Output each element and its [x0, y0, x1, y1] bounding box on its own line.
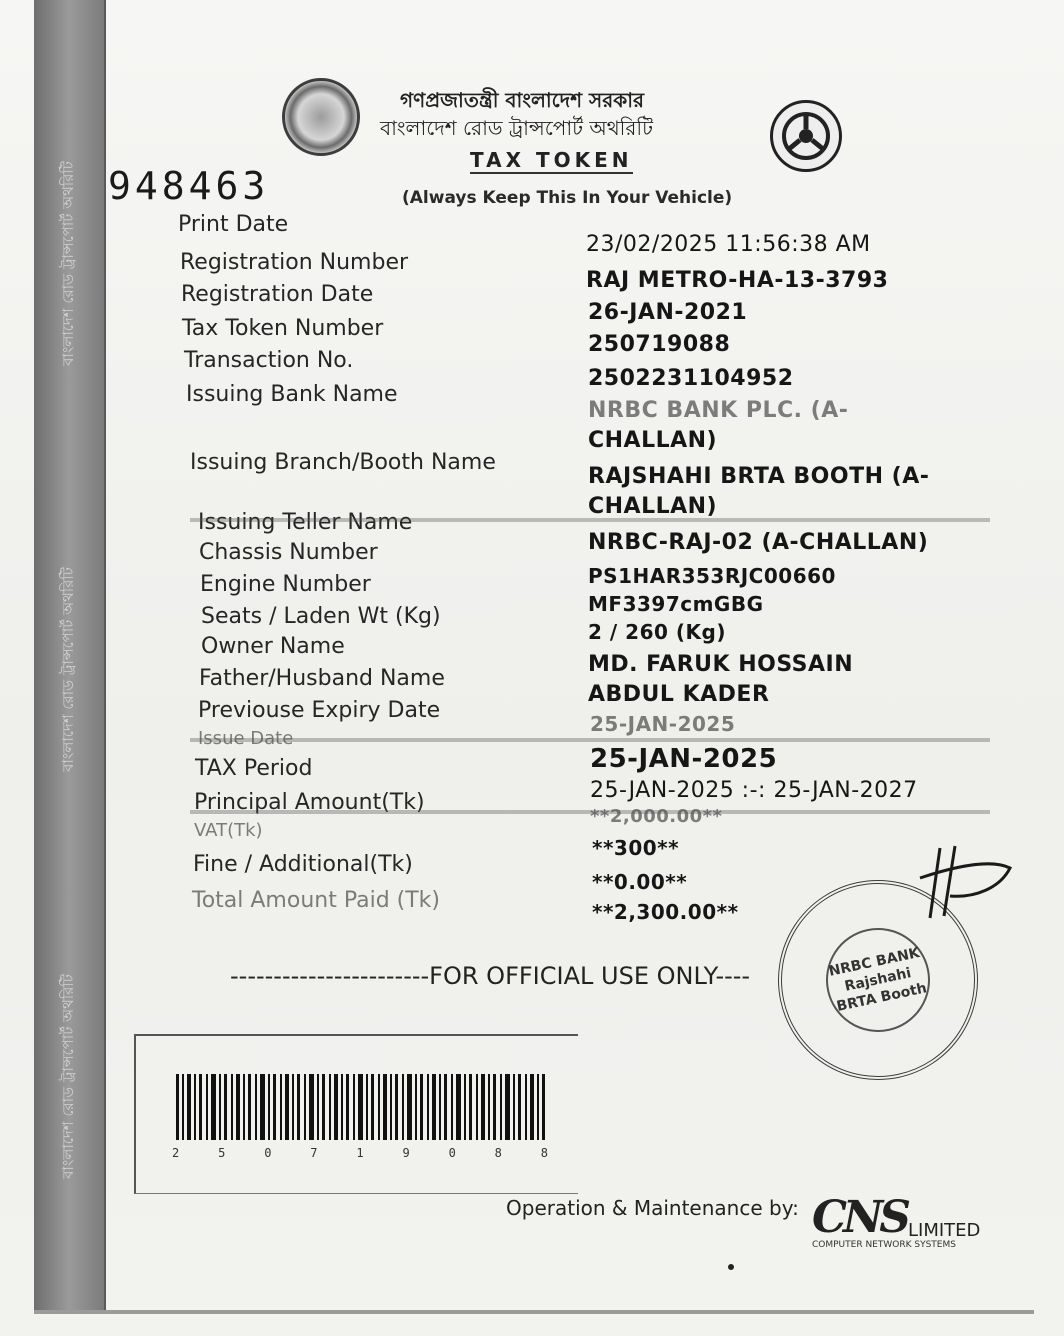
barcode-digit: 0 [448, 1146, 456, 1160]
print-smudge-line [190, 738, 990, 742]
value-previous-expiry: 25-JAN-2025 [590, 712, 736, 736]
label-issuing-bank-name: Issuing Bank Name [186, 382, 398, 407]
cns-logo-mark: CNS [812, 1192, 908, 1243]
value-chassis-number: PS1HAR353RJC00660 [588, 564, 836, 588]
barcode-digit: 2 [172, 1146, 180, 1160]
label-issuing-teller: Issuing Teller Name [198, 510, 413, 535]
official-use-divider: -----------------------FOR OFFICIAL USE ONLY---- [230, 962, 751, 990]
label-registration-number: Registration Number [180, 250, 409, 275]
label-tax-token-number: Tax Token Number [182, 316, 384, 341]
print-smudge-line [190, 810, 990, 814]
value-seats-laden: 2 / 260 (Kg) [588, 620, 726, 644]
value-total-amount: **2,300.00** [592, 900, 739, 924]
label-total-amount: Total Amount Paid (Tk) [192, 888, 440, 913]
value-issuing-branch-line1: RAJSHAHI BRTA BOOTH (A- [588, 464, 930, 489]
cns-logo [812, 1190, 992, 1254]
label-engine-number: Engine Number [200, 572, 371, 597]
value-tax-token-number: 250719088 [588, 332, 731, 357]
bottom-edge-line [34, 1310, 1034, 1314]
label-issuing-branch: Issuing Branch/Booth Name [190, 450, 496, 475]
label-registration-date: Registration Date [181, 282, 374, 307]
value-engine-number: MF3397cmGBG [588, 592, 764, 616]
value-father-husband: ABDUL KADER [588, 682, 770, 707]
barcode-digit: 7 [310, 1146, 318, 1160]
operation-maintenance-label: Operation & Maintenance by: [506, 1196, 799, 1220]
security-strip-text [34, 60, 104, 1280]
value-fine-additional: **0.00** [592, 870, 688, 894]
header-government-name: গণপ্রজাতন্ত্রী বাংলাদেশ সরকার [400, 88, 644, 112]
label-principal-amount: Principal Amount(Tk) [194, 790, 425, 815]
value-transaction-no: 2502231104952 [588, 366, 794, 391]
value-tax-period: 25-JAN-2025 :-: 25-JAN-2027 [590, 778, 918, 803]
security-strip-text-3: বাংলাদেশ রোড ট্রান্সপোর্ট অথরিটি [58, 974, 77, 1180]
barcode-digit: 1 [356, 1146, 364, 1160]
barcode-digit: 0 [264, 1146, 272, 1160]
value-issue-date: 25-JAN-2025 [590, 744, 778, 774]
header-authority-name: বাংলাদেশ রোড ট্রান্সপোর্ট অথরিটি [380, 116, 653, 140]
label-seats-laden: Seats / Laden Wt (Kg) [201, 604, 441, 629]
security-strip-text-2: বাংলাদেশ রোড ট্রান্সপোর্ট অথরিটি [58, 567, 77, 773]
value-principal-amount: **2,000.00** [590, 806, 723, 827]
label-fine-additional: Fine / Additional(Tk) [193, 852, 413, 877]
serial-number: 948463 [108, 164, 270, 208]
label-father-husband: Father/Husband Name [199, 666, 445, 691]
label-print-date: Print Date [178, 212, 289, 237]
barcode-digits [172, 1146, 548, 1160]
value-registration-number: RAJ METRO-HA-13-3793 [586, 268, 889, 293]
value-issuing-branch-line2: CHALLAN) [588, 494, 718, 519]
stamp-text: NRBC BANK Rajshahi BRTA Booth [827, 944, 929, 1015]
header-note: (Always Keep This In Your Vehicle) [402, 188, 733, 208]
barcode [176, 1074, 546, 1140]
barcode-digit: 9 [402, 1146, 410, 1160]
cns-logo-limited: LIMITED [908, 1220, 981, 1241]
barcode-digit: 8 [540, 1146, 548, 1160]
value-owner-name: MD. FARUK HOSSAIN [588, 652, 854, 677]
barcode-digit: 8 [494, 1146, 502, 1160]
stamp-center [816, 918, 939, 1041]
value-print-date: 23/02/2025 11:56:38 AM [586, 232, 871, 257]
ink-dot [728, 1264, 734, 1270]
label-transaction-no: Transaction No. [184, 348, 354, 373]
value-issuing-bank-line1: NRBC BANK PLC. (A- [588, 398, 849, 423]
label-issue-date: Issue Date [198, 728, 294, 749]
label-tax-period: TAX Period [195, 756, 313, 781]
value-registration-date: 26-JAN-2021 [588, 300, 748, 325]
left-security-strip [34, 0, 106, 1310]
barcode-digit: 5 [218, 1146, 226, 1160]
security-strip-text-1: বাংলাদেশ রোড ট্রান্সপোর্ট অথরিটি [58, 160, 77, 366]
cns-logo-subtitle: COMPUTER NETWORK SYSTEMS [812, 1240, 956, 1250]
value-vat: **300** [592, 836, 680, 860]
value-issuing-bank-line2: CHALLAN) [588, 428, 718, 453]
government-seal-icon [282, 78, 360, 156]
brta-logo-icon [770, 100, 842, 172]
label-previous-expiry: Previouse Expiry Date [198, 698, 441, 723]
label-chassis-number: Chassis Number [199, 540, 378, 565]
label-owner-name: Owner Name [201, 634, 345, 659]
print-smudge-line [190, 518, 990, 522]
document-title: TAX TOKEN [470, 148, 633, 172]
signature-icon [880, 838, 1020, 928]
label-vat: VAT(Tk) [194, 820, 263, 841]
value-issuing-teller: NRBC-RAJ-02 (A-CHALLAN) [588, 530, 929, 555]
